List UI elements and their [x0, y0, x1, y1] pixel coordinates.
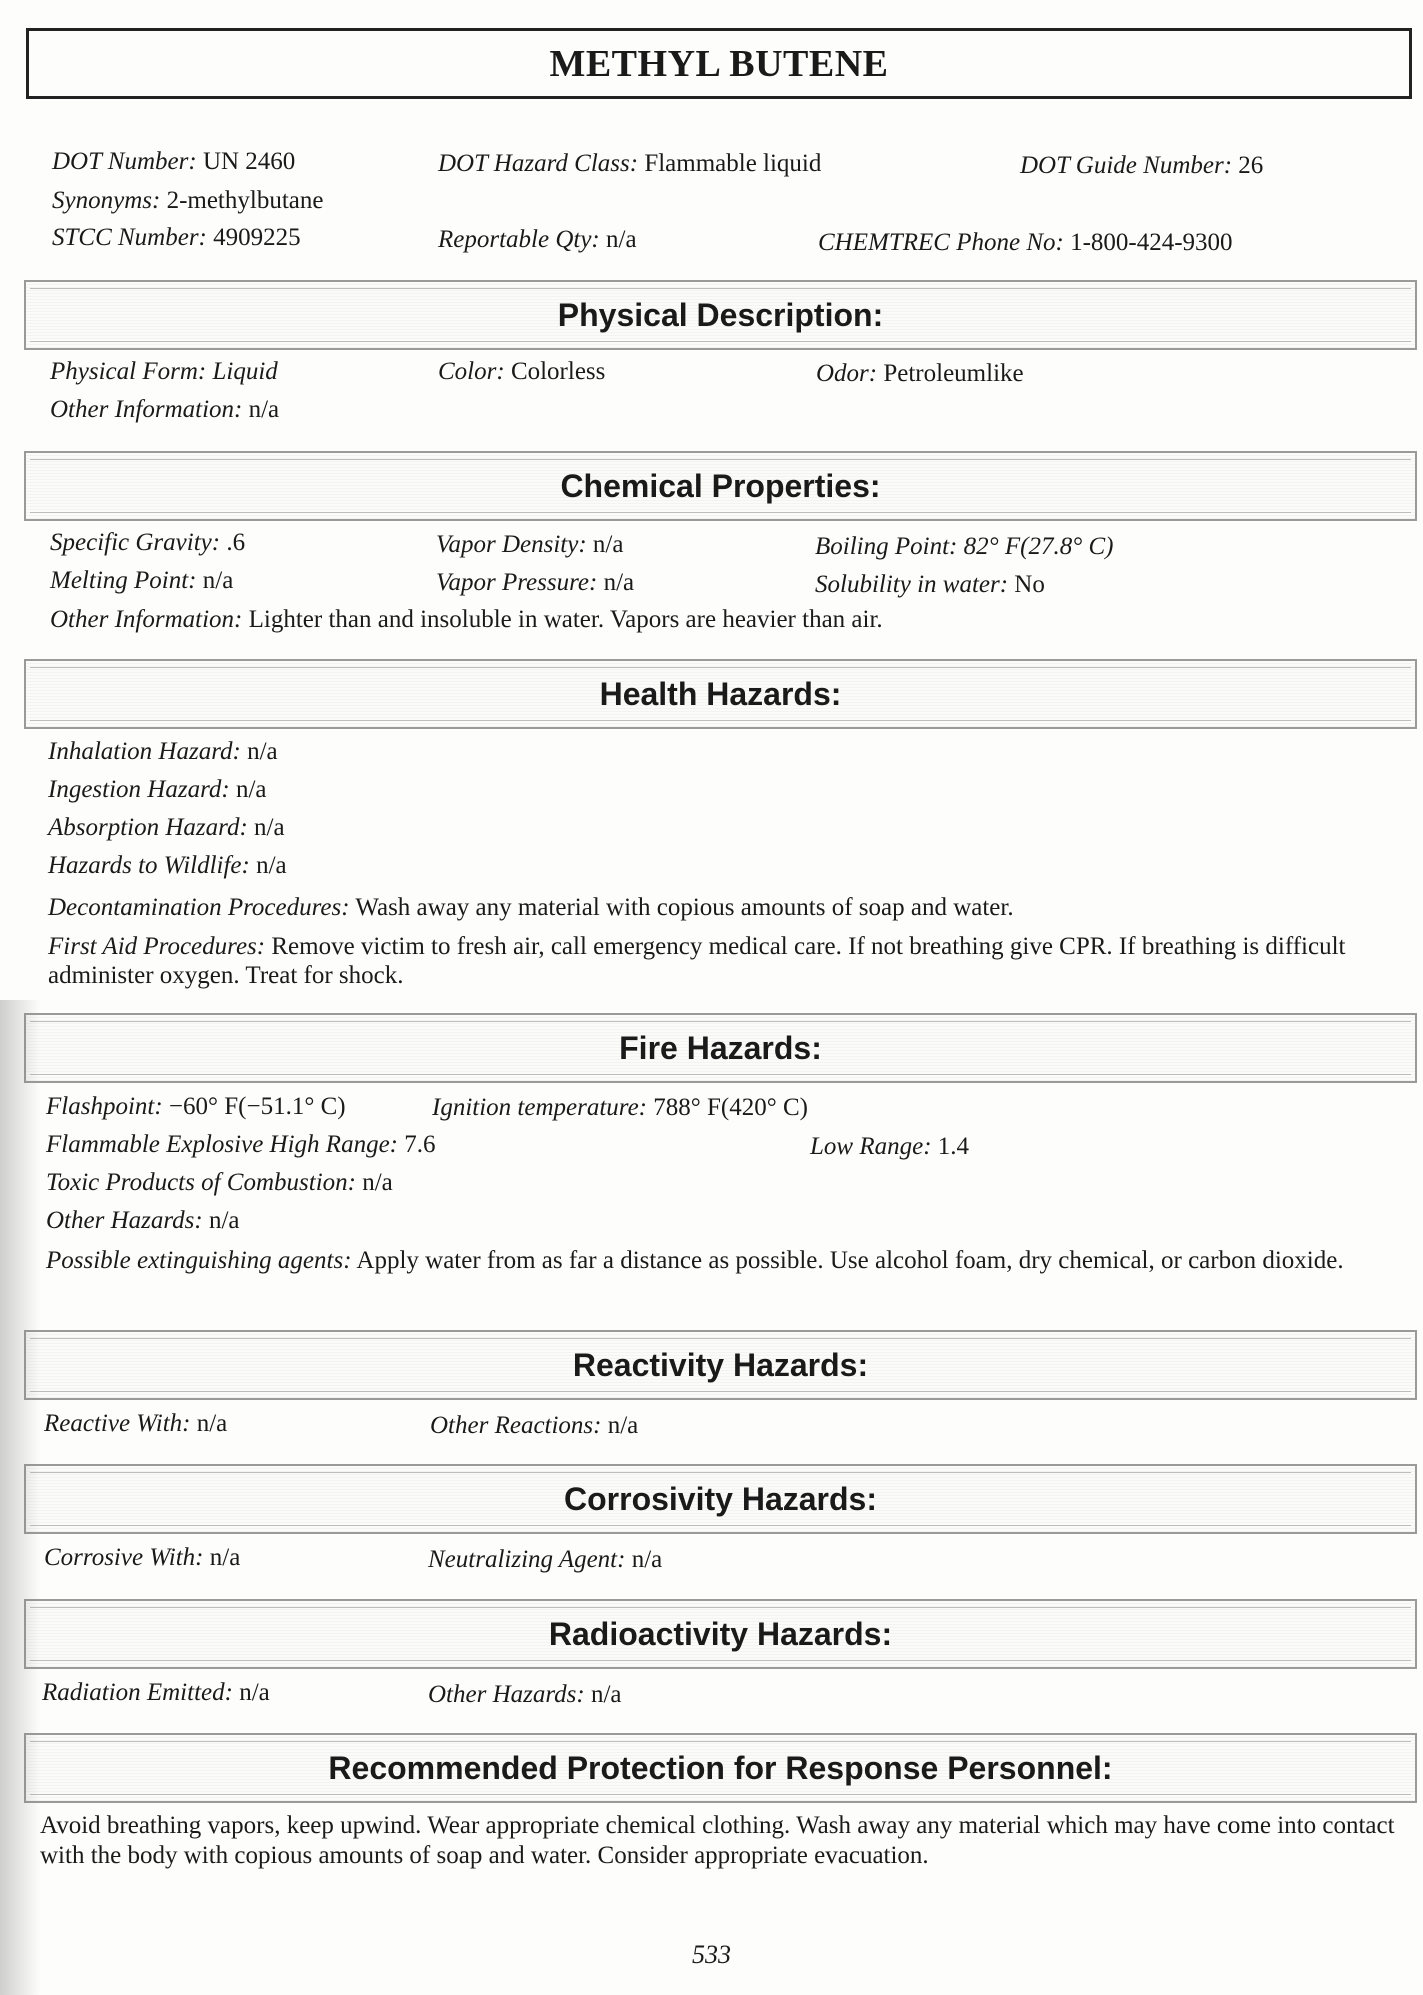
field-vapor-pressure: Vapor Pressure: n/a [436, 569, 635, 596]
section-corrosivity-hazards: Corrosivity Hazards: [24, 1464, 1417, 1534]
field-other-reactions: Other Reactions: n/a [430, 1412, 639, 1439]
field-solubility: Solubility in water: No [815, 571, 1045, 598]
field-melting-point: Melting Point: n/a [50, 567, 234, 594]
field-corrosive-with: Corrosive With: n/a [44, 1544, 241, 1571]
field-dot-guide-number: DOT Guide Number: 26 [1020, 152, 1264, 179]
field-low-range: Low Range: 1.4 [810, 1133, 970, 1160]
field-ingestion-hazard: Ingestion Hazard: n/a [48, 776, 267, 803]
field-vapor-density: Vapor Density: n/a [436, 531, 624, 558]
field-inhalation-hazard: Inhalation Hazard: n/a [48, 738, 278, 765]
field-specific-gravity: Specific Gravity: .6 [50, 529, 246, 556]
field-radioactivity-other-hazards: Other Hazards: n/a [428, 1681, 622, 1708]
field-synonyms: Synonyms: 2-methylbutane [52, 187, 324, 214]
page-number: 533 [692, 1940, 731, 1969]
section-reactivity-hazards: Reactivity Hazards: [24, 1330, 1417, 1400]
field-decontamination: Decontamination Procedures: Wash away any material with copious amounts of soap and water. [48, 894, 1014, 921]
field-toxic-products: Toxic Products of Combustion: n/a [46, 1169, 393, 1196]
field-dot-hazard-class: DOT Hazard Class: Flammable liquid [438, 150, 822, 177]
field-boiling-point: Boiling Point: 82° F(27.8° C) [815, 533, 1114, 560]
field-ignition-temperature: Ignition temperature: 788° F(420° C) [432, 1094, 808, 1121]
field-radiation-emitted: Radiation Emitted: n/a [42, 1679, 270, 1706]
field-odor: Odor: Petroleumlike [816, 360, 1024, 387]
field-physical-form: Physical Form: Liquid [50, 358, 278, 385]
section-health-hazards: Health Hazards: [24, 659, 1417, 729]
title-box [26, 28, 1412, 99]
section-recommended-protection: Recommended Protection for Response Personnel: [24, 1733, 1417, 1803]
field-dot-number: DOT Number: UN 2460 [52, 148, 296, 175]
field-reactive-with: Reactive With: n/a [44, 1410, 228, 1437]
field-neutralizing-agent: Neutralizing Agent: n/a [428, 1546, 663, 1573]
field-wildlife-hazard: Hazards to Wildlife: n/a [48, 852, 287, 879]
field-stcc-number: STCC Number: 4909225 [52, 224, 301, 251]
section-radioactivity-hazards: Radioactivity Hazards: [24, 1599, 1417, 1669]
field-chemical-other: Other Information: Lighter than and insoluble in water. Vapors are heavier than air. [50, 606, 883, 633]
section-fire-hazards: Fire Hazards: [24, 1013, 1417, 1083]
field-fire-other-hazards: Other Hazards: n/a [46, 1207, 240, 1234]
field-chemtrec-phone: CHEMTREC Phone No: 1-800-424-9300 [818, 229, 1233, 256]
field-flashpoint: Flashpoint: −60° F(−51.1° C) [46, 1093, 346, 1120]
field-physical-other: Other Information: n/a [50, 396, 280, 423]
field-reportable-qty: Reportable Qty: n/a [438, 226, 637, 253]
field-extinguishing-agents: Possible extinguishing agents: Apply water from as far a distance as possible. Use alcohol foam, dry chemical, or carbon dioxide. [46, 1247, 1344, 1274]
protection-text: Avoid breathing vapors, keep upwind. Wear appropriate chemical clothing. Wash away any material which may have come into contact with the body with copious amounts of soap and water. Consider appropriate evacuation. [40, 1812, 1395, 1869]
section-physical-description: Physical Description: [24, 280, 1417, 350]
page-title: METHYL BUTENE [549, 42, 889, 85]
field-absorption-hazard: Absorption Hazard: n/a [48, 814, 285, 841]
field-first-aid: First Aid Procedures: Remove victim to fresh air, call emergency medical care. If not breathing give CPR. If breathing is difficult administer oxygen. Treat for shock. [48, 933, 1346, 989]
field-color: Color: Colorless [438, 358, 606, 385]
field-high-range: Flammable Explosive High Range: 7.6 [46, 1131, 436, 1158]
section-chemical-properties: Chemical Properties: [24, 451, 1417, 521]
